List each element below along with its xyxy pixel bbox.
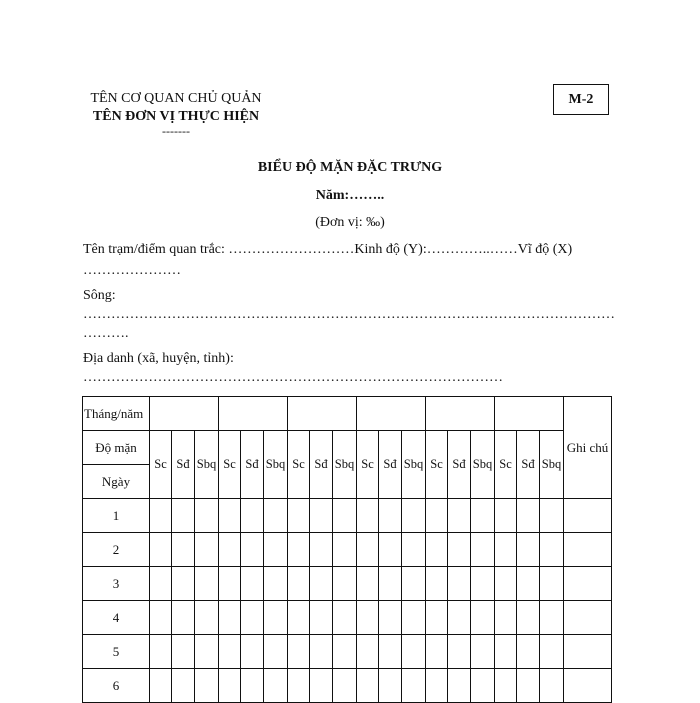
day-number-cell: 5 <box>83 635 150 669</box>
salinity-value-cell[interactable] <box>540 635 564 669</box>
sub-col-sc: Sc <box>426 431 448 499</box>
station-field-continuation: ………………… <box>83 263 181 278</box>
salinity-value-cell[interactable] <box>310 669 333 703</box>
salinity-table-wrap <box>82 396 612 703</box>
salinity-value-cell[interactable] <box>517 499 540 533</box>
salinity-value-cell[interactable] <box>517 533 540 567</box>
salinity-value-cell[interactable] <box>471 567 495 601</box>
salinity-value-cell[interactable] <box>310 533 333 567</box>
salinity-value-cell[interactable] <box>150 669 172 703</box>
agency-block <box>66 90 286 136</box>
salinity-value-cell[interactable] <box>379 567 402 601</box>
salinity-value-cell[interactable] <box>241 533 264 567</box>
salinity-value-cell[interactable] <box>264 533 288 567</box>
salinity-value-cell[interactable] <box>379 533 402 567</box>
salinity-value-cell[interactable] <box>264 567 288 601</box>
header-separator: ------- <box>162 124 190 138</box>
salinity-value-cell[interactable] <box>402 601 426 635</box>
salinity-value-cell[interactable] <box>426 533 448 567</box>
salinity-value-cell[interactable] <box>402 635 426 669</box>
unit-line: (Đơn vị: ‰) <box>315 215 385 230</box>
month-group-cell <box>288 397 357 431</box>
salinity-value-cell[interactable] <box>288 499 310 533</box>
month-year-header: Tháng/năm <box>83 397 150 431</box>
salinity-value-cell[interactable] <box>517 669 540 703</box>
salinity-value-cell[interactable] <box>540 601 564 635</box>
salinity-value-cell[interactable] <box>333 567 357 601</box>
note-cell[interactable] <box>564 499 612 533</box>
salinity-value-cell[interactable] <box>195 635 219 669</box>
salinity-value-cell[interactable] <box>219 567 241 601</box>
salinity-value-cell[interactable] <box>288 669 310 703</box>
salinity-value-cell[interactable] <box>471 601 495 635</box>
salinity-value-cell[interactable] <box>357 567 379 601</box>
salinity-value-cell[interactable] <box>288 601 310 635</box>
day-number-cell: 6 <box>83 669 150 703</box>
salinity-value-cell[interactable] <box>495 567 517 601</box>
salinity-value-cell[interactable] <box>471 533 495 567</box>
salinity-value-cell[interactable] <box>495 635 517 669</box>
salinity-value-cell[interactable] <box>448 533 471 567</box>
month-group-cell <box>426 397 495 431</box>
salinity-value-cell[interactable] <box>150 635 172 669</box>
sub-col-sbq: Sbq <box>195 431 219 499</box>
sub-col-sd: Sđ <box>310 431 333 499</box>
salinity-value-cell[interactable] <box>333 499 357 533</box>
salinity-value-cell[interactable] <box>402 567 426 601</box>
salinity-value-cell[interactable] <box>288 635 310 669</box>
salinity-value-cell[interactable] <box>471 669 495 703</box>
salinity-value-cell[interactable] <box>495 499 517 533</box>
salinity-value-cell[interactable] <box>172 601 195 635</box>
salinity-value-cell[interactable] <box>310 567 333 601</box>
sub-col-sbq: Sbq <box>333 431 357 499</box>
month-group-cell <box>495 397 564 431</box>
salinity-value-cell[interactable] <box>426 601 448 635</box>
sub-col-sc: Sc <box>150 431 172 499</box>
salinity-value-cell[interactable] <box>241 499 264 533</box>
sub-col-sc: Sc <box>357 431 379 499</box>
sub-col-sc: Sc <box>219 431 241 499</box>
sub-col-sd: Sđ <box>172 431 195 499</box>
salinity-header: Độ mặn <box>83 431 150 465</box>
salinity-value-cell[interactable] <box>241 669 264 703</box>
salinity-value-cell[interactable] <box>495 601 517 635</box>
month-group-cell <box>219 397 288 431</box>
salinity-value-cell[interactable] <box>264 669 288 703</box>
salinity-value-cell[interactable] <box>402 533 426 567</box>
salinity-value-cell[interactable] <box>379 635 402 669</box>
salinity-value-cell[interactable] <box>357 601 379 635</box>
sub-col-sbq: Sbq <box>264 431 288 499</box>
salinity-value-cell[interactable] <box>333 601 357 635</box>
salinity-value-cell[interactable] <box>471 635 495 669</box>
header-row-month <box>83 397 612 431</box>
salinity-value-cell[interactable] <box>357 669 379 703</box>
salinity-value-cell[interactable] <box>402 669 426 703</box>
table-row <box>83 533 612 567</box>
salinity-value-cell[interactable] <box>195 499 219 533</box>
sub-col-sc: Sc <box>495 431 517 499</box>
table-row <box>83 669 612 703</box>
salinity-value-cell[interactable] <box>288 567 310 601</box>
salinity-value-cell[interactable] <box>379 499 402 533</box>
table-row <box>83 601 612 635</box>
note-header: Ghi chú <box>564 397 612 499</box>
salinity-value-cell[interactable] <box>357 635 379 669</box>
salinity-value-cell[interactable] <box>517 601 540 635</box>
salinity-table <box>82 396 612 703</box>
salinity-value-cell[interactable] <box>540 567 564 601</box>
salinity-value-cell[interactable] <box>172 635 195 669</box>
year-line: Năm:…….. <box>315 188 385 203</box>
salinity-value-cell[interactable] <box>379 669 402 703</box>
salinity-value-cell[interactable] <box>426 499 448 533</box>
salinity-value-cell[interactable] <box>495 669 517 703</box>
sub-col-sbq: Sbq <box>402 431 426 499</box>
salinity-value-cell[interactable] <box>517 635 540 669</box>
month-group-cell <box>357 397 426 431</box>
sub-col-sd: Sđ <box>241 431 264 499</box>
salinity-value-cell[interactable] <box>264 499 288 533</box>
parent-agency-name: TÊN CƠ QUAN CHỦ QUẢN <box>90 91 262 106</box>
salinity-value-cell[interactable] <box>357 533 379 567</box>
note-cell[interactable] <box>564 601 612 635</box>
day-header: Ngày <box>83 465 150 499</box>
sub-col-sbq: Sbq <box>471 431 495 499</box>
salinity-value-cell[interactable] <box>172 499 195 533</box>
salinity-value-cell[interactable] <box>150 567 172 601</box>
salinity-value-cell[interactable] <box>150 533 172 567</box>
day-number-cell: 3 <box>83 567 150 601</box>
salinity-value-cell[interactable] <box>241 601 264 635</box>
salinity-value-cell[interactable] <box>333 533 357 567</box>
month-group-cell <box>150 397 219 431</box>
salinity-value-cell[interactable] <box>448 601 471 635</box>
salinity-value-cell[interactable] <box>357 499 379 533</box>
salinity-value-cell[interactable] <box>195 601 219 635</box>
table-row <box>83 635 612 669</box>
salinity-value-cell[interactable] <box>471 499 495 533</box>
form-code-box: M-2 <box>553 84 609 115</box>
salinity-value-cell[interactable] <box>540 669 564 703</box>
executing-unit-name: TÊN ĐƠN VỊ THỰC HIỆN <box>92 109 260 124</box>
document-title: BIỂU ĐỘ MẶN ĐẶC TRƯNG <box>257 160 443 175</box>
table-row <box>83 567 612 601</box>
day-number-cell: 4 <box>83 601 150 635</box>
header-row-salinity <box>83 431 612 465</box>
salinity-value-cell[interactable] <box>219 499 241 533</box>
sub-col-sc: Sc <box>288 431 310 499</box>
sub-col-sd: Sđ <box>448 431 471 499</box>
salinity-value-cell[interactable] <box>495 533 517 567</box>
salinity-value-cell[interactable] <box>310 635 333 669</box>
sub-col-sbq: Sbq <box>540 431 564 499</box>
place-label: Địa danh (xã, huyện, tỉnh): <box>83 351 234 366</box>
salinity-value-cell[interactable] <box>195 533 219 567</box>
salinity-value-cell[interactable] <box>219 533 241 567</box>
salinity-value-cell[interactable] <box>448 635 471 669</box>
salinity-value-cell[interactable] <box>288 533 310 567</box>
salinity-value-cell[interactable] <box>448 499 471 533</box>
salinity-value-cell[interactable] <box>333 635 357 669</box>
salinity-value-cell[interactable] <box>264 601 288 635</box>
salinity-value-cell[interactable] <box>540 533 564 567</box>
river-field: …………………………………………………………………………………………………… <box>83 307 615 322</box>
salinity-value-cell[interactable] <box>219 601 241 635</box>
salinity-value-cell[interactable] <box>195 669 219 703</box>
salinity-value-cell[interactable] <box>241 635 264 669</box>
salinity-value-cell[interactable] <box>195 567 219 601</box>
salinity-value-cell[interactable] <box>264 635 288 669</box>
salinity-value-cell[interactable] <box>310 499 333 533</box>
note-cell[interactable] <box>564 567 612 601</box>
note-cell[interactable] <box>564 669 612 703</box>
salinity-value-cell[interactable] <box>333 669 357 703</box>
salinity-value-cell[interactable] <box>150 499 172 533</box>
sub-col-sd: Sđ <box>517 431 540 499</box>
salinity-value-cell[interactable] <box>426 669 448 703</box>
salinity-value-cell[interactable] <box>517 567 540 601</box>
salinity-value-cell[interactable] <box>241 567 264 601</box>
salinity-value-cell[interactable] <box>219 635 241 669</box>
salinity-value-cell[interactable] <box>402 499 426 533</box>
salinity-value-cell[interactable] <box>150 601 172 635</box>
salinity-value-cell[interactable] <box>448 567 471 601</box>
day-number-cell: 2 <box>83 533 150 567</box>
salinity-value-cell[interactable] <box>379 601 402 635</box>
note-cell[interactable] <box>564 533 612 567</box>
place-field: ……………………………………………………………………………… <box>83 370 503 385</box>
salinity-value-cell[interactable] <box>426 567 448 601</box>
salinity-value-cell[interactable] <box>540 499 564 533</box>
salinity-value-cell[interactable] <box>172 533 195 567</box>
table-row <box>83 499 612 533</box>
station-field: Tên trạm/điểm quan trắc: ………………………Kinh độ (Y):…………..……Vĩ độ (X) <box>83 242 573 257</box>
river-field-continuation: ………. <box>83 326 129 341</box>
salinity-value-cell[interactable] <box>172 669 195 703</box>
river-label: Sông: <box>83 288 116 303</box>
salinity-value-cell[interactable] <box>448 669 471 703</box>
salinity-value-cell[interactable] <box>426 635 448 669</box>
note-cell[interactable] <box>564 635 612 669</box>
salinity-value-cell[interactable] <box>172 567 195 601</box>
salinity-value-cell[interactable] <box>310 601 333 635</box>
day-number-cell: 1 <box>83 499 150 533</box>
sub-col-sd: Sđ <box>379 431 402 499</box>
salinity-value-cell[interactable] <box>219 669 241 703</box>
